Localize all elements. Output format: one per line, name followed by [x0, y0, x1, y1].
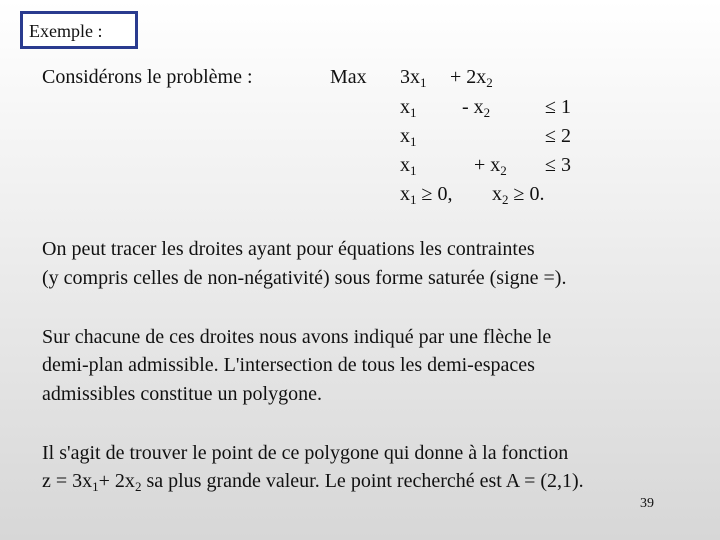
paragraph-3-line-2: $z = 3x_1+ 2x_2$ sa plus grande valeur. Le point recherché est A = (2,1). [42, 470, 584, 494]
slide-title: Exemple : [29, 21, 103, 41]
nonneg-x2: $x_2 \ge 0$. [492, 183, 545, 207]
constraint-x2: - $x_2$ [462, 96, 491, 120]
constraint-x1: $x_1$ [400, 154, 417, 178]
paragraph-3-line-1: Il s'agit de trouver le point de ce polygone qui donne à la fonction [42, 442, 569, 464]
paragraph-1-line-1: On peut tracer les droites ayant pour équations les contraintes [42, 238, 535, 260]
paragraph-2-line-2: demi-plan admissible. L'intersection de tous les demi-espaces [42, 354, 535, 376]
paragraph-1-line-2: (y compris celles de non-négativité) sous forme saturée (signe =). [42, 267, 567, 289]
constraint-rhs: ≤ 3 [545, 154, 571, 176]
paragraph-2-line-1: Sur chacune de ces droites nous avons indiqué par une flèche le [42, 326, 552, 348]
constraint-row [400, 93, 620, 121]
constraint-rhs: ≤ 2 [545, 125, 571, 147]
constraint-row [400, 151, 620, 179]
constraint-x1: $x_1$ [400, 125, 417, 149]
objective-x1: $3x_1$ [400, 66, 427, 90]
constraint-rhs: ≤ 1 [545, 96, 571, 118]
constraint-x1: $x_1$ [400, 96, 417, 120]
objective-row [400, 63, 620, 91]
linear-program [400, 63, 620, 223]
max-label: Max [330, 66, 367, 88]
nonnegativity-row [400, 180, 620, 208]
page-number: 39 [640, 496, 654, 511]
nonneg-x1: $x_1 \ge 0$, [400, 183, 453, 207]
paragraph-2-line-3: admissibles constitue un polygone. [42, 383, 322, 405]
slide-title-box [20, 11, 138, 49]
objective-x2: + $2x_2$ [450, 66, 493, 90]
intro-text: Considérons le problème : [42, 66, 253, 88]
constraint-x2: + $x_2$ [474, 154, 507, 178]
constraint-row [400, 122, 620, 150]
